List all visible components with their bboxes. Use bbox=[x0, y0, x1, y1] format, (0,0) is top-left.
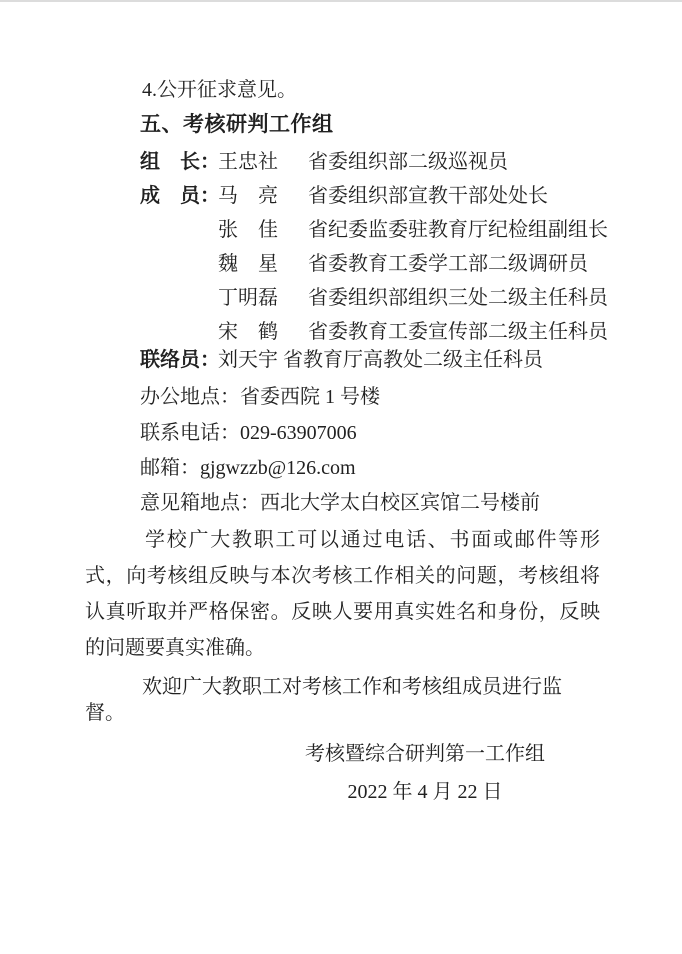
roster-title: 省委教育工委学工部二级调研员 bbox=[308, 253, 588, 275]
roster-label: 组 长： bbox=[140, 151, 220, 173]
roster-row-member bbox=[140, 217, 608, 243]
roster-label bbox=[140, 285, 218, 311]
roster-name: 宋 鹤 bbox=[218, 321, 278, 343]
roster-title: 省纪委监委驻教育厅纪检组副组长 bbox=[308, 219, 608, 241]
roster-row-leader bbox=[140, 149, 508, 175]
contact-office-line: 办公地点：省委西院 1 号楼 bbox=[140, 386, 380, 408]
feedback-paragraph: 学校广大教职工可以通过电话、书面或邮件等形式，向考核组反映与本次考核工作相关的问题，考核组将认真听取并严格保密。反映人要用真实姓名和身份，反映的问题要真实准确。 bbox=[85, 529, 600, 659]
section-heading: 五、考核研判工作组 bbox=[140, 113, 334, 136]
liaison-text: 刘天宇 省教育厅高教处二级主任科员 bbox=[218, 349, 543, 371]
contact-suggestion-box-line: 意见箱地点：西北大学太白校区宾馆二号楼前 bbox=[140, 492, 540, 514]
liaison-label: 联络员： bbox=[140, 349, 220, 371]
contact-email-line: 邮箱：gjgwzzb@126.com bbox=[140, 457, 356, 479]
roster-name: 张 佳 bbox=[218, 219, 278, 241]
contact-phone-line: 联系电话：029-63907006 bbox=[140, 422, 357, 444]
closing-block bbox=[300, 741, 550, 805]
roster-row-member bbox=[140, 251, 588, 277]
roster-name: 王忠社 bbox=[218, 151, 278, 173]
closing-signature: 考核暨综合研判第一工作组 bbox=[305, 743, 545, 765]
roster-row-member bbox=[140, 183, 548, 209]
roster-label bbox=[140, 217, 218, 243]
intro-line: 4.公开征求意见。 bbox=[142, 79, 297, 101]
roster-name: 魏 星 bbox=[218, 253, 278, 275]
roster-label: 成 员： bbox=[140, 185, 220, 207]
roster-title: 省委组织部宣教干部处处长 bbox=[308, 185, 548, 207]
roster-title: 省委教育工委宣传部二级主任科员 bbox=[308, 321, 608, 343]
roster-name: 丁明磊 bbox=[218, 287, 278, 309]
supervision-paragraph: 欢迎广大教职工对考核工作和考核组成员进行监督。 bbox=[85, 676, 562, 724]
roster-row-member bbox=[140, 319, 608, 345]
roster-row-member bbox=[140, 285, 608, 311]
roster-title: 省委组织部二级巡视员 bbox=[308, 151, 508, 173]
roster-label bbox=[140, 319, 218, 345]
roster-title: 省委组织部组织三处二级主任科员 bbox=[308, 287, 608, 309]
roster-name: 马 亮 bbox=[218, 185, 278, 207]
roster-label bbox=[140, 251, 218, 277]
closing-date: 2022 年 4 月 22 日 bbox=[347, 781, 503, 803]
liaison-row bbox=[140, 347, 543, 373]
